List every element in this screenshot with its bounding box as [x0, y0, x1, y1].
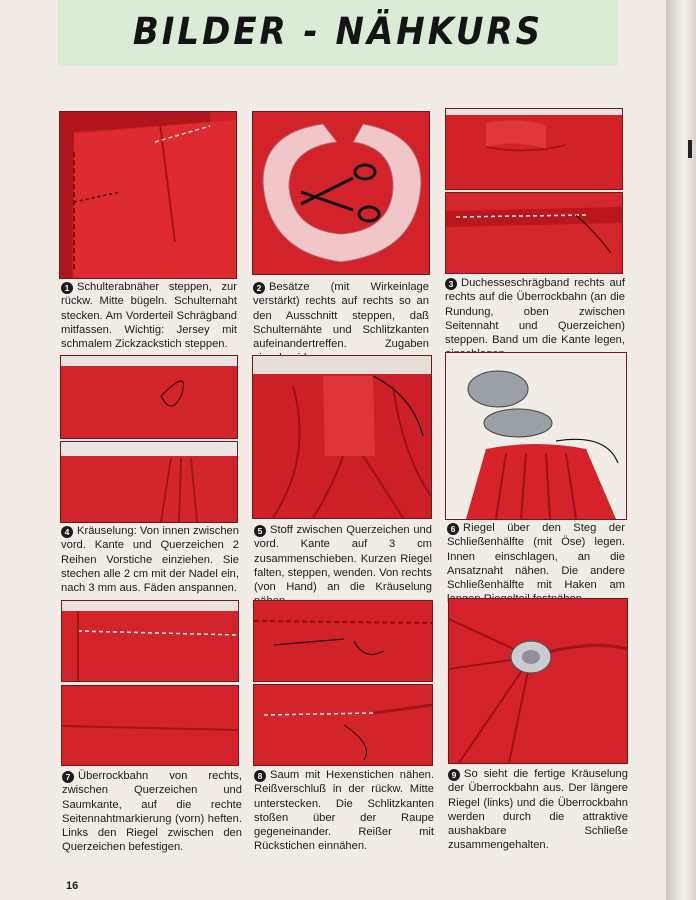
photo-step-6: [445, 352, 627, 520]
step-text: Saum mit Hexenstichen nähen. Reißverschluß in der rückw. Mitte unterstecken. Die Schlitzkanten stoßen über der Raupe gegeneinander. Reißer mit Rückstichen einnähen.: [254, 769, 434, 853]
step-number-badge: 9: [448, 769, 460, 781]
page-number: 16: [66, 880, 79, 892]
step-text: Überrockbahn von rechts, zwischen Querzeichen und Saumkante, auf die rechte Seitennahtmarkierung (vorn) heften. Links den Riegel zwischen den Querzeichen befestigen.: [62, 770, 242, 854]
page-edge: [666, 0, 696, 900]
photo-step-4a: [60, 355, 238, 439]
step-4-caption: [61, 524, 239, 595]
step-8-caption: [254, 768, 434, 854]
photo-step-4b: [60, 441, 238, 523]
photo-step-8b: [253, 684, 433, 766]
step-number-badge: 2: [253, 282, 265, 294]
step-text: Kräuselung: Von innen zwischen vord. Kante und Querzeichen 2 Reihen Vorstiche einziehen. Sie stechen alle 2 cm mit der Nadel ein, nach 3 mm aus. Fäden anspannen.: [61, 525, 239, 595]
photo-step-2: [252, 111, 430, 275]
step-text: Riegel über den Steg der Schließenhälfte (mit Öse) legen. Innen einschlagen, an die Ansatznaht nähen. Die andere Schließenhälfte mit Haken am: [447, 522, 625, 592]
step-7-caption: [62, 769, 242, 855]
step-number-badge: 8: [254, 770, 266, 782]
step-text: Duchesseschrägband rechts auf rechts auf die Überrockbahn (an die Rundung, oben zwischen Seitennaht und Querzeichen) steppen. Band um die Kante legen,: [445, 277, 625, 347]
step-6-caption: [447, 521, 625, 607]
step-number-badge: 4: [61, 526, 73, 538]
step-number-badge: 3: [445, 278, 457, 290]
step-9-caption: [448, 767, 628, 853]
step-number-badge: 5: [254, 525, 266, 537]
step-text: So sieht die fertige Kräuselung der Überrockbahn aus. Der längere Riegel (links) und die Überrockbahn werden durch die attraktive aushakbare Schließe zusammengehalten.: [448, 768, 628, 852]
step-3-caption: [445, 276, 625, 362]
photo-step-7a: [61, 600, 239, 682]
photo-step-9: [448, 598, 628, 764]
header-banner: [58, 0, 618, 66]
step-1-caption: [61, 280, 237, 351]
step-2-caption: [253, 280, 429, 366]
step-number-badge: 7: [62, 771, 74, 783]
step-text: Besätze (mit Wirkeinlage verstärkt) rechts auf rechts so an den Ausschnitt steppen, daß Schulternähte und Schlitzkanten aufeinandertreffen. Zugaben: [253, 281, 429, 351]
step-text: Stoff zwischen Querzeichen und vord. Kante auf 3 cm zusammenschieben. Kurzen Riegel falten, steppen, wenden. Von rechts (von Hand) an die Kräuselung: [254, 524, 432, 594]
photo-step-5: [252, 355, 432, 519]
photo-step-1: [59, 111, 237, 279]
photo-step-7b: [61, 685, 239, 766]
step-text: Schulterabnäher steppen, zur rückw. Mitte bügeln. Schulternaht stecken. Am Vorderteil Schrägband mitfassen. Wichtig: Jersey mit schmalem Zickzackstich steppen.: [61, 281, 237, 351]
step-number-badge: 1: [61, 282, 73, 294]
step-5-caption: [254, 523, 432, 609]
step-number-badge: 6: [447, 523, 459, 535]
photo-step-8a: [253, 600, 433, 682]
photo-step-3a: [445, 108, 623, 190]
edge-mark: [688, 140, 692, 158]
page-title: BILDER - NÄHKURS: [132, 10, 544, 54]
photo-step-3b: [445, 192, 623, 274]
